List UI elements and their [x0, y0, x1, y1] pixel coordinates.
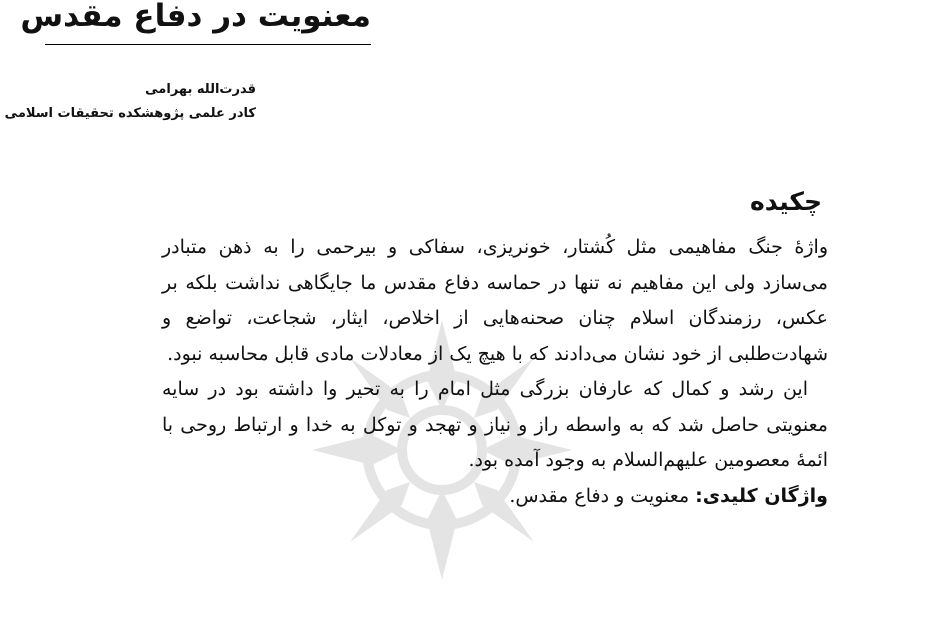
- author-name: قدرت‌الله بهرامی: [145, 82, 256, 97]
- author-affiliation: کادر علمی پژوهشکده تحقیقات اسلامی: [4, 106, 256, 121]
- abstract-paragraph-2: این رشد و کمال که عارفان بزرگی مثل امام را به تحیر وا داشته بود در سایه معنویتی حاصل شد که به واسطه راز و نیاز و تهجد و توکل به خدا و ارتباط روحی با ائمهٔ معصومین علیهم‌السلام به وجود آمده بود.: [162, 378, 828, 471]
- author-block: [5, 78, 256, 126]
- keywords-line: [162, 479, 828, 515]
- abstract-paragraph-1: واژهٔ جنگ مفاهیمی مثل کُشتار، خونریزی، سفاکی و بیرحمی را به ذهن متبادر می‌سازد ولی این مفاهیم نه تنها در حماسه دفاع مقدس ما جایگاهی نداشت بلکه بر عکس، رزمندگان اسلام چنان صحنه‌هایی از اخلاص، ایثار، شجاعت، تواضع و شهادت‌طلبی از خود نشان می‌دادند که با هیچ یک از معادلات مادی قابل محاسبه نبود.: [162, 236, 828, 365]
- article-title: معنویت در دفاع مقدس: [20, 0, 371, 34]
- keywords-label: واژگان کلیدی:: [695, 484, 828, 507]
- title-underline: [45, 44, 371, 45]
- abstract-body: [162, 230, 828, 514]
- keywords-text: معنویت و دفاع مقدس.: [509, 484, 690, 507]
- abstract-heading: چکیده: [750, 187, 822, 216]
